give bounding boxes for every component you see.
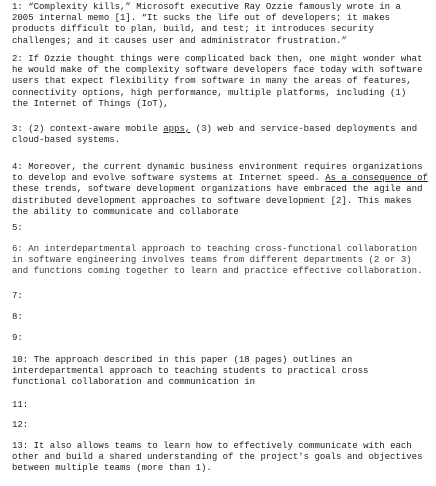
paragraph-number: 4: (12, 162, 23, 172)
paragraph-text: If Ozzie thought things were complicated back then, one might wonder what he would make of the complexity software developers face today with software users that expect flexibility from software in many the areas of features, connectivity options, high performance, multiple platforms, including (1) the Internet of Things (IoT), (12, 54, 423, 109)
underlined-phrase: As a consequence of (325, 173, 428, 184)
paragraph-7 (12, 291, 426, 302)
paragraph-text-start: (2) context-aware mobile (28, 124, 164, 134)
paragraph-number: 11: (12, 400, 29, 410)
paragraph-number: 1: (12, 2, 23, 12)
paragraph-text: “Complexity kills,” Microsoft executive Ray Ozzie famously wrote in a 2005 internal memo [1]. “It sucks the life out of developers; it makes products difficult to plan, build, and test; it introduces security challenges; and it causes user and administrator frustration.” (12, 2, 401, 46)
underlined-word: apps, (163, 124, 191, 134)
paragraph-number: 5: (12, 223, 23, 233)
paragraph-number: 3: (12, 124, 23, 134)
paragraph-number: 8: (12, 312, 23, 322)
paragraph-text-start: Moreover, the current dynamic business environment requires organizations to develop and evolve software systems at Internet speed. (12, 162, 423, 184)
paragraph-5 (12, 223, 426, 234)
paragraph-2 (12, 54, 426, 110)
paragraph-text-end: these trends, software development organizations have embraced the agile and distributed development approaches to software development [2]. This makes the ability to communicate and collaborate (12, 184, 423, 217)
paragraph-10 (12, 355, 426, 389)
paragraph-13 (12, 441, 426, 475)
paragraph-8 (12, 312, 426, 323)
paragraph-3 (12, 124, 426, 146)
paragraph-text: An interdepartmental approach to teaching cross-functional collaboration in software engineering involves teams from different departments (2 or 3) and functions coming together to learn and practice effective collaboration. (12, 244, 423, 277)
paragraph-number: 6: (12, 244, 23, 254)
paragraph-9 (12, 333, 426, 344)
paragraph-number: 7: (12, 291, 23, 301)
paragraph-number: 13: (12, 441, 29, 451)
paragraph-11 (12, 400, 426, 411)
paragraph-number: 10: (12, 355, 29, 365)
paragraph-1 (12, 2, 426, 47)
paragraph-12 (12, 420, 426, 431)
paragraph-6 (12, 244, 426, 278)
paragraph-number: 9: (12, 333, 23, 343)
paragraph-text-end: (3) web and service-based deployments and cloud-based systems. (12, 124, 418, 146)
paragraph-text: It also allows teams to learn how to effectively communicate with each other and build a shared understanding of the project's goals and objectives between multiple teams (more than 1). (12, 441, 423, 474)
paragraph-number: 12: (12, 420, 29, 430)
paragraph-4 (12, 162, 428, 218)
paragraph-number: 2: (12, 54, 23, 64)
paragraph-text: The approach described in this paper (18 pages) outlines an interdepartmental approach to teaching students to practical cross functional collaboration and communication in (12, 355, 369, 388)
